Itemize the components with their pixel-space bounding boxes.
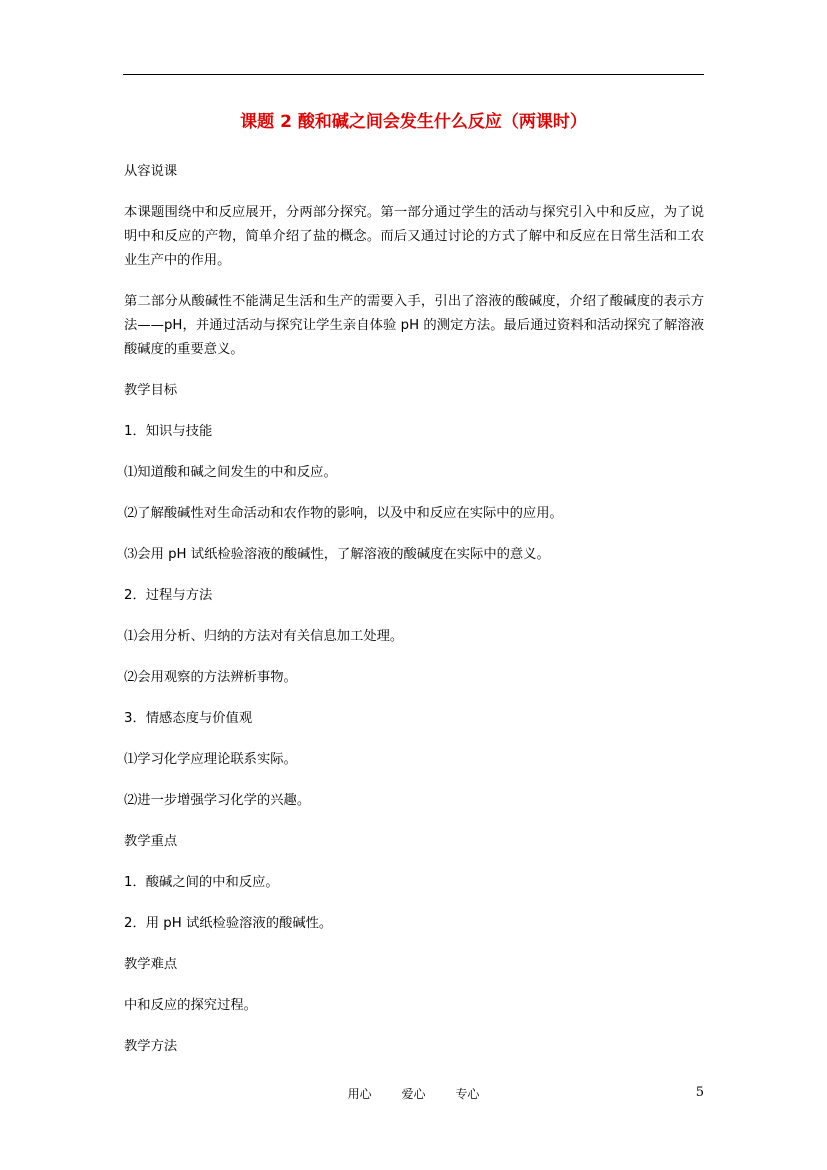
- footer-mottos: [123, 1085, 704, 1102]
- list-item: ⑵了解酸碱性对生命活动和农作物的影响，以及中和反应在实际中的应用。: [124, 506, 563, 521]
- section-heading: 从容说课: [124, 164, 178, 179]
- section-heading: 教学重点: [124, 834, 178, 849]
- footer-motto: 爱心: [401, 1087, 426, 1101]
- list-item: 1．知识与技能: [124, 424, 213, 439]
- list-item: 2．过程与方法: [124, 588, 213, 603]
- document-title: 课题 2 酸和碱之间会发生什么反应（两课时）: [240, 112, 587, 132]
- page-footer: [123, 1085, 704, 1105]
- body-paragraph: 第二部分从酸碱性不能满足生活和生产的需要入手，引出了溶液的酸碱度，介绍了酸碱度的表示方法——pH，并通过活动与探究让学生亲自体验 pH 的测定方法。最后通过资料和活动探究了解溶液酸碱度的重要意义。: [124, 294, 704, 357]
- document-body: [124, 160, 704, 1076]
- list-item: ⑴学习化学应理论联系实际。: [124, 752, 297, 767]
- list-item: 2．用 pH 试纸检验溶液的酸碱性。: [124, 916, 333, 931]
- list-item: 3．情感态度与价值观: [124, 711, 253, 726]
- footer-motto: 专心: [455, 1087, 480, 1101]
- section-heading: 教学目标: [124, 383, 178, 398]
- section-heading: 教学方法: [124, 1039, 178, 1054]
- list-item: ⑵进一步增强学习化学的兴趣。: [124, 793, 311, 808]
- section-heading: 教学难点: [124, 957, 178, 972]
- list-item: ⑴会用分析、归纳的方法对有关信息加工处理。: [124, 629, 404, 644]
- list-item: ⑴知道酸和碱之间发生的中和反应。: [124, 465, 337, 480]
- list-item: 1．酸碱之间的中和反应。: [124, 875, 279, 890]
- page-number: 5: [695, 1085, 704, 1100]
- list-item: 中和反应的探究过程。: [124, 998, 257, 1013]
- footer-motto: 用心: [347, 1087, 372, 1101]
- body-paragraph: 本课题围绕中和反应展开，分两部分探究。第一部分通过学生的活动与探究引入中和反应，为了说明中和反应的产物，简单介绍了盐的概念。而后又通过讨论的方式了解中和反应在日常生活和工农业生产中的作用。: [124, 205, 704, 268]
- list-item: ⑵会用观察的方法辨析事物。: [124, 670, 297, 685]
- header-rule: [123, 74, 704, 75]
- list-item: ⑶会用 pH 试纸检验溶液的酸碱性，了解溶液的酸碱度在实际中的意义。: [124, 547, 550, 562]
